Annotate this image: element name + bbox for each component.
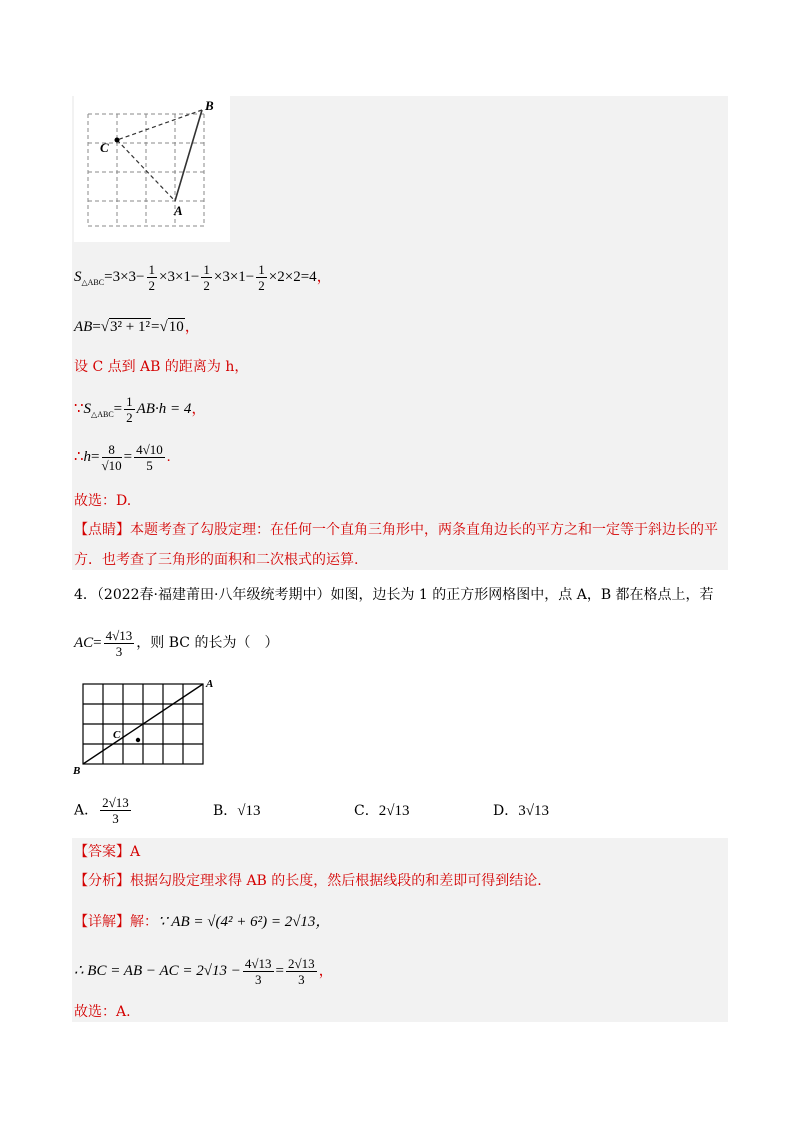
choose-line-3: 故选：D. [74, 493, 132, 509]
label-c: C [100, 140, 109, 155]
let-distance-line: 设 C 点到 AB 的距离为 h， [74, 359, 249, 375]
therefore-line: ∴h= $\frac{8}{√10}$ = $\frac{4√10}{5}$ . [74, 442, 171, 473]
option-c[interactable]: C．2√13 [354, 803, 410, 819]
label-b-2: B [73, 765, 81, 777]
segment-ab [175, 110, 202, 201]
ab-length-line: AB=√3² + 1²=√10， [74, 319, 200, 335]
question-number: 4． [74, 587, 97, 603]
area-formula-line: $S_{\triangle ABC}=3\times 3-$ $\frac{1}{2}$ ×3×1− $\frac{1}{2}$ ×3×1− $\frac{1}{2}$ ×2×2=4， [74, 262, 332, 293]
label-b: B [205, 98, 214, 113]
question-source: （2022春·福建莆田·八年级统考期中）如图，边长为 1 的正方形网格图中，点 A，B 都在格点上，若 [96, 587, 714, 603]
answer-line: 【答案】A [74, 844, 141, 860]
comment-line-2: 方．也考查了三角形的面积和二次根式的运算. [74, 552, 359, 568]
label-a-2: A [206, 678, 214, 690]
detail-line: 【详解】解：∵ AB = √(4² + 6²) = 2√13， [74, 914, 331, 930]
option-a[interactable]: A． $\frac{2√13}{3}$ [74, 795, 129, 826]
figure-triangle-abc [74, 96, 230, 242]
comment-line-1: 【点睛】本题考查了勾股定理：在任何一个直角三角形中，两条直角边长的平方之和一定等于斜边长的平 [74, 522, 718, 538]
analysis-line: 【分析】根据勾股定理求得 AB 的长度，然后根据线段的和差即可得到结论. [74, 873, 542, 889]
label-c-2: C [113, 729, 121, 741]
label-a: A [174, 203, 183, 218]
figure-grid-ab [70, 678, 220, 778]
question-4-condition: AC= $\frac{4√13}{3}$ ，则 BC 的长为（ ） [74, 628, 279, 659]
question-4-stem [74, 585, 714, 605]
bc-line: ∴ BC = AB − AC = 2√13 − $\frac{4√13}{3}$ = $\frac{2√13}{3}$ ， [74, 956, 334, 987]
choose-line-4: 故选：A. [74, 1004, 131, 1020]
option-b[interactable]: B．√13 [213, 803, 261, 819]
because-line: $\because S_{\triangle ABC}=$ $\frac{1}{2}$ AB·h = 4， [74, 394, 207, 425]
option-d[interactable]: D．3√13 [493, 803, 549, 819]
